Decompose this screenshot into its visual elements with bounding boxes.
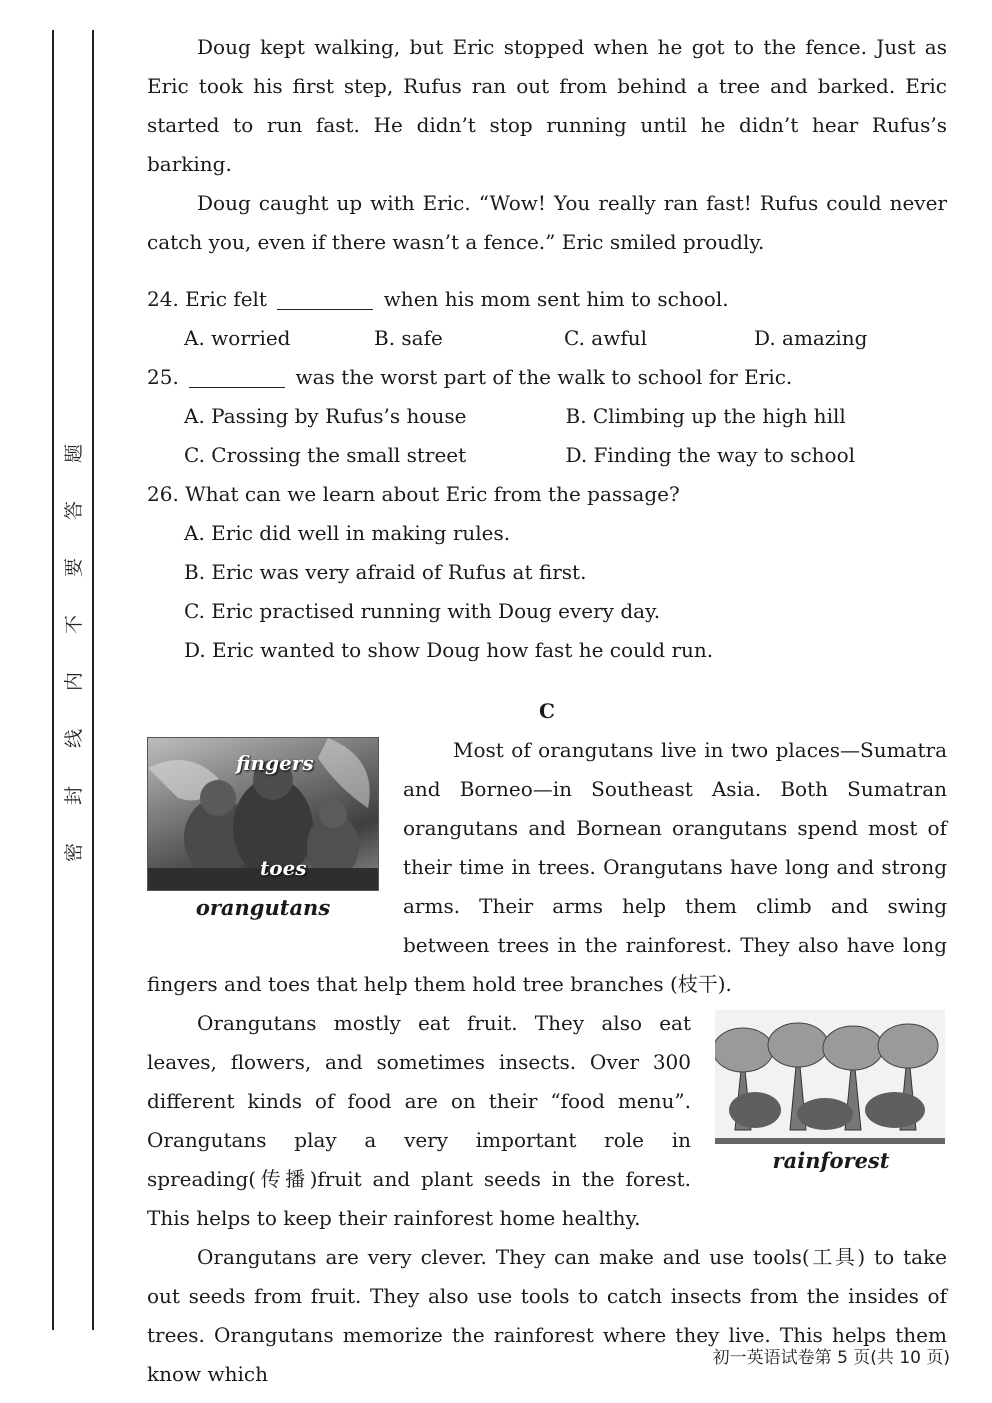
option-b: B. safe <box>374 326 443 350</box>
section-c-title: C <box>539 699 555 723</box>
binding-line-outer <box>52 30 54 1330</box>
question-26 <box>147 475 947 670</box>
stem-text: was the worst part of the walk to school for Eric. <box>295 365 793 389</box>
option-c: C. Crossing the small street <box>184 443 467 467</box>
binding-warning <box>58 440 88 866</box>
option-c: C. awful <box>564 326 648 350</box>
question-24-options <box>147 319 947 358</box>
question-number: 24. <box>147 287 179 311</box>
binding-char: 密 <box>63 842 86 863</box>
binding-char: 封 <box>63 785 86 806</box>
question-24 <box>147 280 947 358</box>
answer-blank <box>277 287 373 310</box>
orangutans-photo <box>147 737 379 891</box>
option-b: B. Climbing up the high hill <box>565 404 846 428</box>
section-c-paragraph-2: Orangutans mostly eat fruit. They also eat leaves, flowers, and sometimes insects. Over 300 different kinds of food are on their “food menu”. Orangutans play a very important role in spreading(传播)fruit and plant seeds in the forest. This helps to keep their rainforest home healthy. <box>147 1011 691 1230</box>
question-25-stem <box>147 358 947 397</box>
binding-char: 内 <box>63 671 86 692</box>
toes-label: toes <box>260 856 307 880</box>
rainforest-figure <box>715 1010 947 1178</box>
page-footer: 初一英语试卷第 5 页(共 10 页) <box>712 1348 950 1368</box>
option-a: A. Passing by Rufus’s house <box>184 404 467 428</box>
section-c-paragraph-1: Most of orangutans live in two places—Sumatra and Borneo—in Southeast Asia. Both Sumatran orangutans and Bornean orangutans spend most of their time in trees. Orangutans have long and strong arms. Their arms help them climb and swing between trees in the rainforest. They also have long fingers and toes that help them hold tree branches (枝干). <box>147 738 947 996</box>
binding-char: 线 <box>63 728 86 749</box>
fingers-label: fingers <box>236 751 314 775</box>
binding-char: 答 <box>63 500 86 521</box>
section-c-paragraph-3: Orangutans are very clever. They can make and use tools(工具) to take out seeds from fruit. They also use tools to catch insects from the insides of trees. Orangutans memorize the rainforest where they live. This helps them know which <box>147 1245 947 1386</box>
rainforest-caption: rainforest <box>772 1148 890 1173</box>
question-number: 25. <box>147 365 179 389</box>
page-content <box>147 28 947 1394</box>
option-d: D. Finding the way to school <box>565 443 856 467</box>
passage-b-paragraph-2: Doug caught up with Eric. “Wow! You really ran fast! Rufus could never catch you, even if there wasn’t a fence.” Eric smiled proudly. <box>147 191 947 254</box>
passage-b-paragraph-1: Doug kept walking, but Eric stopped when he got to the fence. Just as Eric took his first step, Rufus ran out from behind a tree and barked. Eric started to run fast. He didn’t stop running until he didn’t hear Rufus’s barking. <box>147 35 947 176</box>
orangutans-caption: orangutans <box>195 895 331 920</box>
question-24-stem <box>147 280 947 319</box>
stem-text: when his mom sent him to school. <box>383 287 729 311</box>
option-d: D. amazing <box>754 326 868 350</box>
orangutans-figure <box>147 737 379 925</box>
question-26-stem: 26. What can we learn about Eric from the passage? <box>147 482 680 506</box>
stem-text: Eric felt <box>185 287 267 311</box>
answer-blank <box>189 365 285 388</box>
option-d: D. Eric wanted to show Doug how fast he could run. <box>184 638 714 662</box>
option-b: B. Eric was very afraid of Rufus at first. <box>184 560 587 584</box>
question-25 <box>147 358 947 475</box>
binding-char: 不 <box>63 614 86 635</box>
binding-line-inner <box>92 30 94 1330</box>
option-a: A. Eric did well in making rules. <box>184 521 511 545</box>
option-a: A. worried <box>184 326 291 350</box>
binding-char: 题 <box>63 443 86 464</box>
question-25-options-row-2 <box>147 436 947 475</box>
binding-char: 要 <box>63 557 86 578</box>
question-25-options-row-1 <box>147 397 947 436</box>
rainforest-illustration <box>715 1010 945 1138</box>
rainforest-picture <box>715 1010 945 1144</box>
option-c: C. Eric practised running with Doug every day. <box>184 599 661 623</box>
